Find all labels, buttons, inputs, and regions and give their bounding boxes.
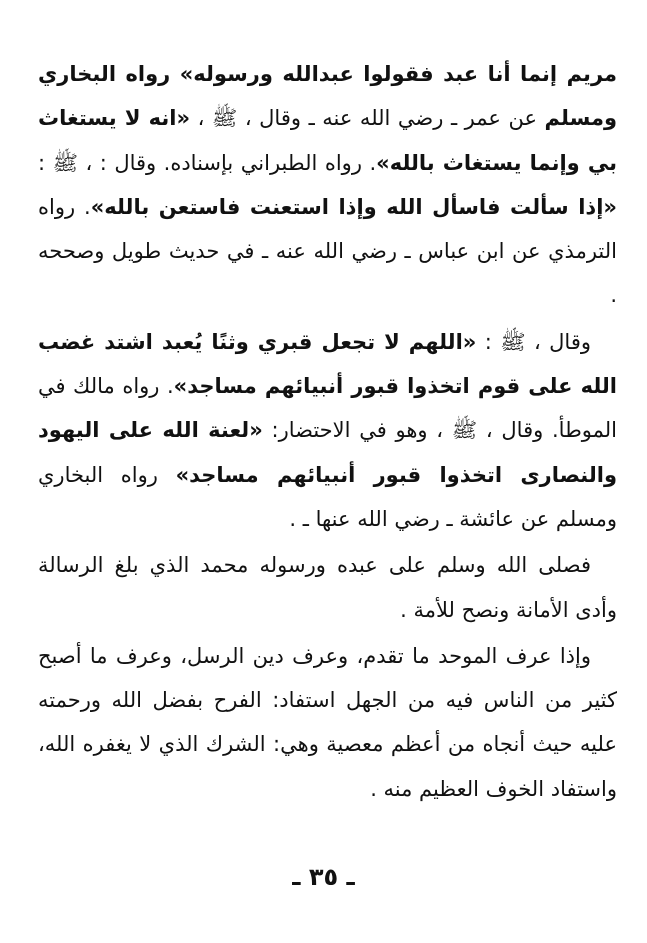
text-segment: رواه البخاري ومسلم عن عائشة ـ رضي الله عنها ـ . bbox=[38, 462, 617, 531]
paragraph-3 bbox=[38, 543, 617, 632]
page-number: ـ ٣٥ ـ bbox=[292, 863, 355, 891]
text-segment: «لعنة الله على اليهود والنصارى اتخذوا قبور أنبيائهم مساجد» bbox=[38, 418, 617, 487]
text-segment: . رواه مالك في الموطأ. وقال ، ﷺ ، وهو في الاحتضار: bbox=[38, 374, 618, 443]
text-segment: فصلى الله وسلم على عبده ورسوله محمد الذي بلغ الرسالة وأدى الأمانة ونصح للأمة . bbox=[38, 553, 617, 622]
text-segment: «انه لا يستغاث بي وإنما يستغاث بالله» bbox=[38, 106, 617, 175]
text-segment: رواه البخاري ومسلم bbox=[38, 62, 617, 131]
text-segment: وقال ، ﷺ : bbox=[476, 329, 591, 354]
paragraph-2 bbox=[38, 320, 617, 541]
text-segment: «اللهم لا تجعل قبري وثنًا يُعبد اشتد غضب الله على قوم اتخذوا قبور أنبيائهم مساجد» bbox=[38, 329, 618, 399]
paragraph-4 bbox=[38, 634, 617, 811]
text-segment: . رواه الترمذي عن ابن عباس ـ رضي الله عنه ـ في حديث طويل وصححه . bbox=[38, 194, 617, 308]
text-segment: . رواه الطبراني بإسناده. وقال : ، ﷺ : bbox=[38, 150, 377, 175]
text-segment: عن عمر ـ رضي الله عنه ـ وقال ، ﷺ ، bbox=[190, 106, 545, 131]
text-segment: مريم إنما أنا عبد فقولوا عبدالله ورسوله» bbox=[170, 62, 618, 86]
text-segment: «إذا سألت فاسأل الله وإذا استعنت فاستعن بالله» bbox=[90, 194, 617, 219]
paragraph-1 bbox=[38, 52, 617, 318]
text-segment: وإذا عرف الموحد ما تقدم، وعرف دين الرسل، وعرف ما أصبح كثير من الناس فيه من الجهل استفاد: الفرح بفضل الله ورحمته عليه حيث أنجاه من أعظم معصية وهي: الشرك الذي لا يغفره الله، واستفاد الخوف العظيم منه . bbox=[38, 643, 617, 801]
page-text-body bbox=[38, 52, 617, 811]
